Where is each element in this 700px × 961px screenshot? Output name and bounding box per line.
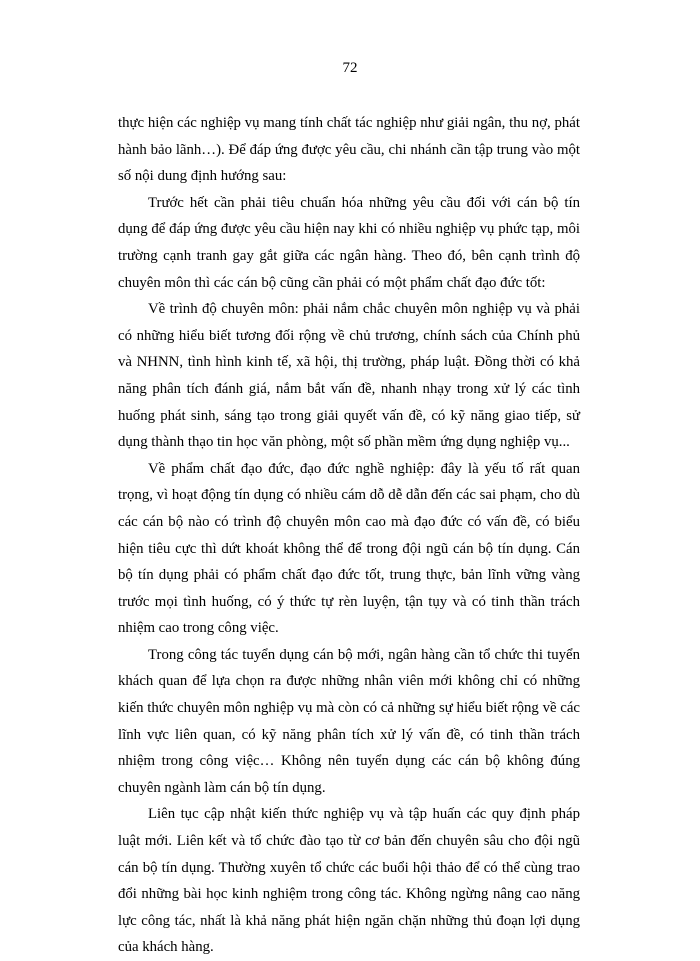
paragraph-recruitment: Trong công tác tuyển dụng cán bộ mới, ngân hàng cần tổ chức thi tuyển khách quan để lựa chọn ra được những nhân viên mới không chỉ có những kiến thức chuyên môn nghiệp vụ mà còn có cả những sự hiểu biết rộng về các lĩnh vực liên quan, có kỹ năng phân tích xử lý vấn đề, có tinh thần trách nhiệm trong công việc… Không nên tuyển dụng các cán bộ không đúng chuyên ngành làm cán bộ tín dụng. — [118, 646, 580, 796]
paragraph-ethics: Về phẩm chất đạo đức, đạo đức nghề nghiệp: đây là yếu tố rất quan trọng, vì hoạt động tín dụng có nhiều cám dỗ dễ dẫn đến các sai phạm, cho dù các cán bộ nào có trình độ chuyên môn cao mà đạo đức có vấn đề, có biểu hiện tiêu cực thì dứt khoát không thể để trong đội ngũ cán bộ tín dụng. Cán bộ tín dụng phải có phẩm chất đạo đức tốt, trung thực, bản lĩnh vững vàng trước mọi tình huống, có ý thức tự rèn luyện, tận tụy và có tinh thần trách nhiệm cao trong công việc. — [118, 460, 580, 637]
paragraph-training: Liên tục cập nhật kiến thức nghiệp vụ và tập huấn các quy định pháp luật mới. Liên kết và tổ chức đào tạo từ cơ bản đến chuyên sâu cho đội ngũ cán bộ tín dụng. Thường xuyên tổ chức các buổi hội thảo để có thể cùng trao đổi những bài học kinh nghiệm trong công tác. Không ngừng nâng cao năng lực công tác, nhất là khả năng phát hiện ngăn chặn những thủ đoạn lợi dụng của khách hàng. — [118, 806, 580, 956]
paragraph-professional-skills: Về trình độ chuyên môn: phải nắm chắc chuyên môn nghiệp vụ và phải có những hiểu biết tương đối rộng về chủ trương, chính sách của Chính phủ và NHNN, tình hình kinh tế, xã hội, thị trường, pháp luật. Đồng thời có khả năng phân tích đánh giá, nắm bắt vấn đề, nhanh nhạy trong xử lý các tình huống phát sinh, sáng tạo trong giải quyết vấn đề, có kỹ năng giao tiếp, sử dụng thành thạo tin học văn phòng, một số phần mềm ứng dụng nghiệp vụ... — [118, 301, 580, 451]
paragraph-standardization: Trước hết cần phải tiêu chuẩn hóa những yêu cầu đối với cán bộ tín dụng để đáp ứng được yêu cầu hiện nay khi có nhiều nghiệp vụ phức tạp, môi trường cạnh tranh gay gắt giữa các ngân hàng. Theo đó, bên cạnh trình độ chuyên môn thì các cán bộ cũng cần phải có một phẩm chất đạo đức tốt: — [118, 194, 580, 291]
page-number: 72 — [342, 60, 358, 76]
document-body — [118, 110, 580, 961]
paragraph-continuation: thực hiện các nghiệp vụ mang tính chất tác nghiệp như giải ngân, thu nợ, phát hành bảo lãnh…). Để đáp ứng được yêu cầu, chi nhánh cần tập trung vào một số nội dung định hướng sau: — [118, 115, 580, 185]
